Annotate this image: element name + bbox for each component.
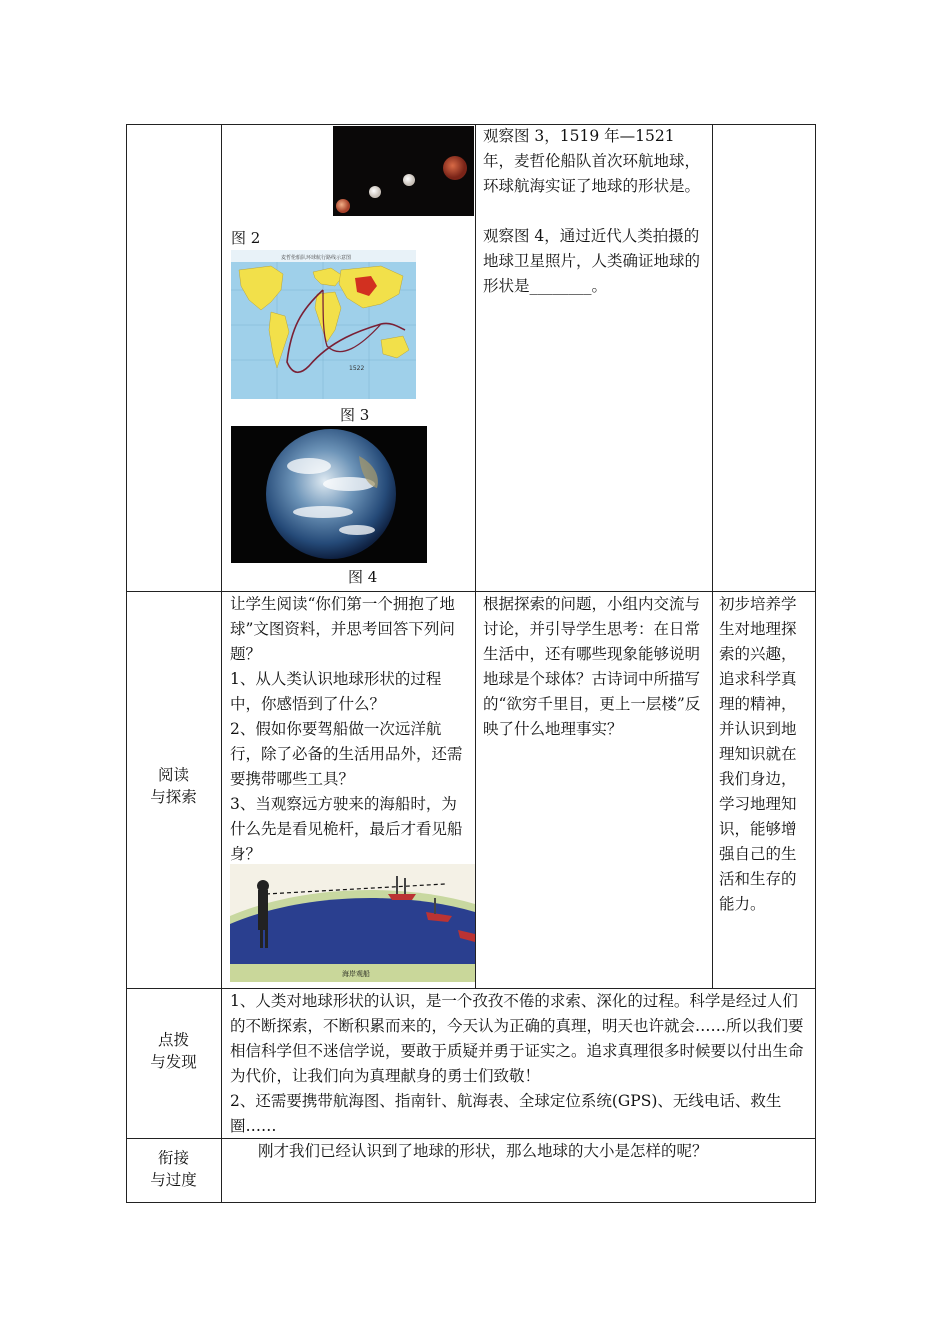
figure-3-caption: 图 3 <box>340 406 370 424</box>
row4-transition-text <box>258 1139 808 1164</box>
row2-label-line1: 阅读 <box>157 766 189 784</box>
row2-discussion-text <box>483 592 707 742</box>
row3-label <box>126 1029 221 1073</box>
col-divider-2b <box>475 865 476 988</box>
figure-4-caption: 图 4 <box>348 568 378 586</box>
row4-label <box>126 1147 221 1191</box>
transition-paragraph: 刚才我们已经认识到了地球的形状，那么地球的大小是怎样的呢？ <box>258 1142 708 1160</box>
row3-label-line2: 与发现 <box>150 1053 197 1071</box>
goal-paragraph: 初步培养学生对地理探索的兴趣，追求科学真理的精神，并认识到地理知识就在我们身边，学习地理知识，能够增强自己的生活和生存的能力。 <box>719 595 797 913</box>
question-3: 3、当观察远方驶来的海船时，为什么先是看见桅杆，最后才看见船身？ <box>230 795 463 863</box>
observe-fig4-paragraph: 观察图 4，通过近代人类拍摄的地球卫星照片，人类确证地球的形状是________。 <box>483 227 701 295</box>
guidance-paragraph-1: 1、人类对地球形状的认识，是一个孜孜不倦的求索、深化的过程。科学是经过人们的不断探索，不断积累而来的，今天认为正确的真理，明天也许就会……所以我们要相信科学但不迷信学说，要敢于质疑并勇于证实之。追求真理很多时候要以付出生命为代价，让我们向为真理献身的勇士们致敬！ <box>230 992 804 1085</box>
row2-label <box>126 764 221 808</box>
ship-image-caption: 海岸观船 <box>342 970 370 978</box>
map-year-label: 1522 <box>349 365 365 372</box>
table-right-border <box>815 124 816 1203</box>
table-bottom-border <box>126 1202 816 1203</box>
discussion-paragraph: 根据探索的问题，小组内交流与讨论，并引导学生思考：在日常生活中，还有哪些现象能够说明地球是个球体？古诗词中所描写的“欲穷千里目，更上一层楼”反映了什么地理事实？ <box>483 595 701 738</box>
magellan-route-map <box>231 250 416 399</box>
map-title: 麦哲伦船队环球航行路线示意图 <box>281 255 352 261</box>
guidance-paragraph-2: 2、还需要携带航海图、指南针、航海表、全球定位系统(GPS)、无线电话、救生圈…… <box>230 1092 782 1135</box>
coastal-ship-observation-image <box>230 864 475 982</box>
row4-label-line2: 与过度 <box>150 1171 197 1189</box>
row4-label-line1: 衔接 <box>157 1149 189 1167</box>
row3-label-line1: 点拨 <box>157 1031 189 1049</box>
question-1: 1、从人类认识地球形状的过程中，你感悟到了什么？ <box>230 670 442 713</box>
row2-reading-questions <box>230 592 470 867</box>
row3-guidance-text <box>230 989 810 1139</box>
earth-satellite-photo <box>231 426 427 563</box>
figure-2-caption: 图 2 <box>231 229 261 247</box>
question-2: 2、假如你要驾船做一次远洋航行，除了必备的生活用品外，还需要携带哪些工具？ <box>230 720 463 788</box>
col-divider-1 <box>221 124 222 1203</box>
row2-goal-text <box>719 592 811 917</box>
col-divider-3 <box>712 124 713 988</box>
row2-label-line2: 与探索 <box>150 788 197 806</box>
observe-fig3-paragraph: 观察图 3，1519 年—1521 年，麦哲伦船队首次环航地球，环球航海实证了地球的形状是。 <box>483 127 701 195</box>
row1-observation-text <box>483 124 707 299</box>
col-divider-2a <box>475 124 476 865</box>
reading-intro: 让学生阅读“你们第一个拥抱了地球”文图资料，并思考回答下列问题？ <box>230 595 455 663</box>
lunar-eclipse-image <box>333 126 474 216</box>
